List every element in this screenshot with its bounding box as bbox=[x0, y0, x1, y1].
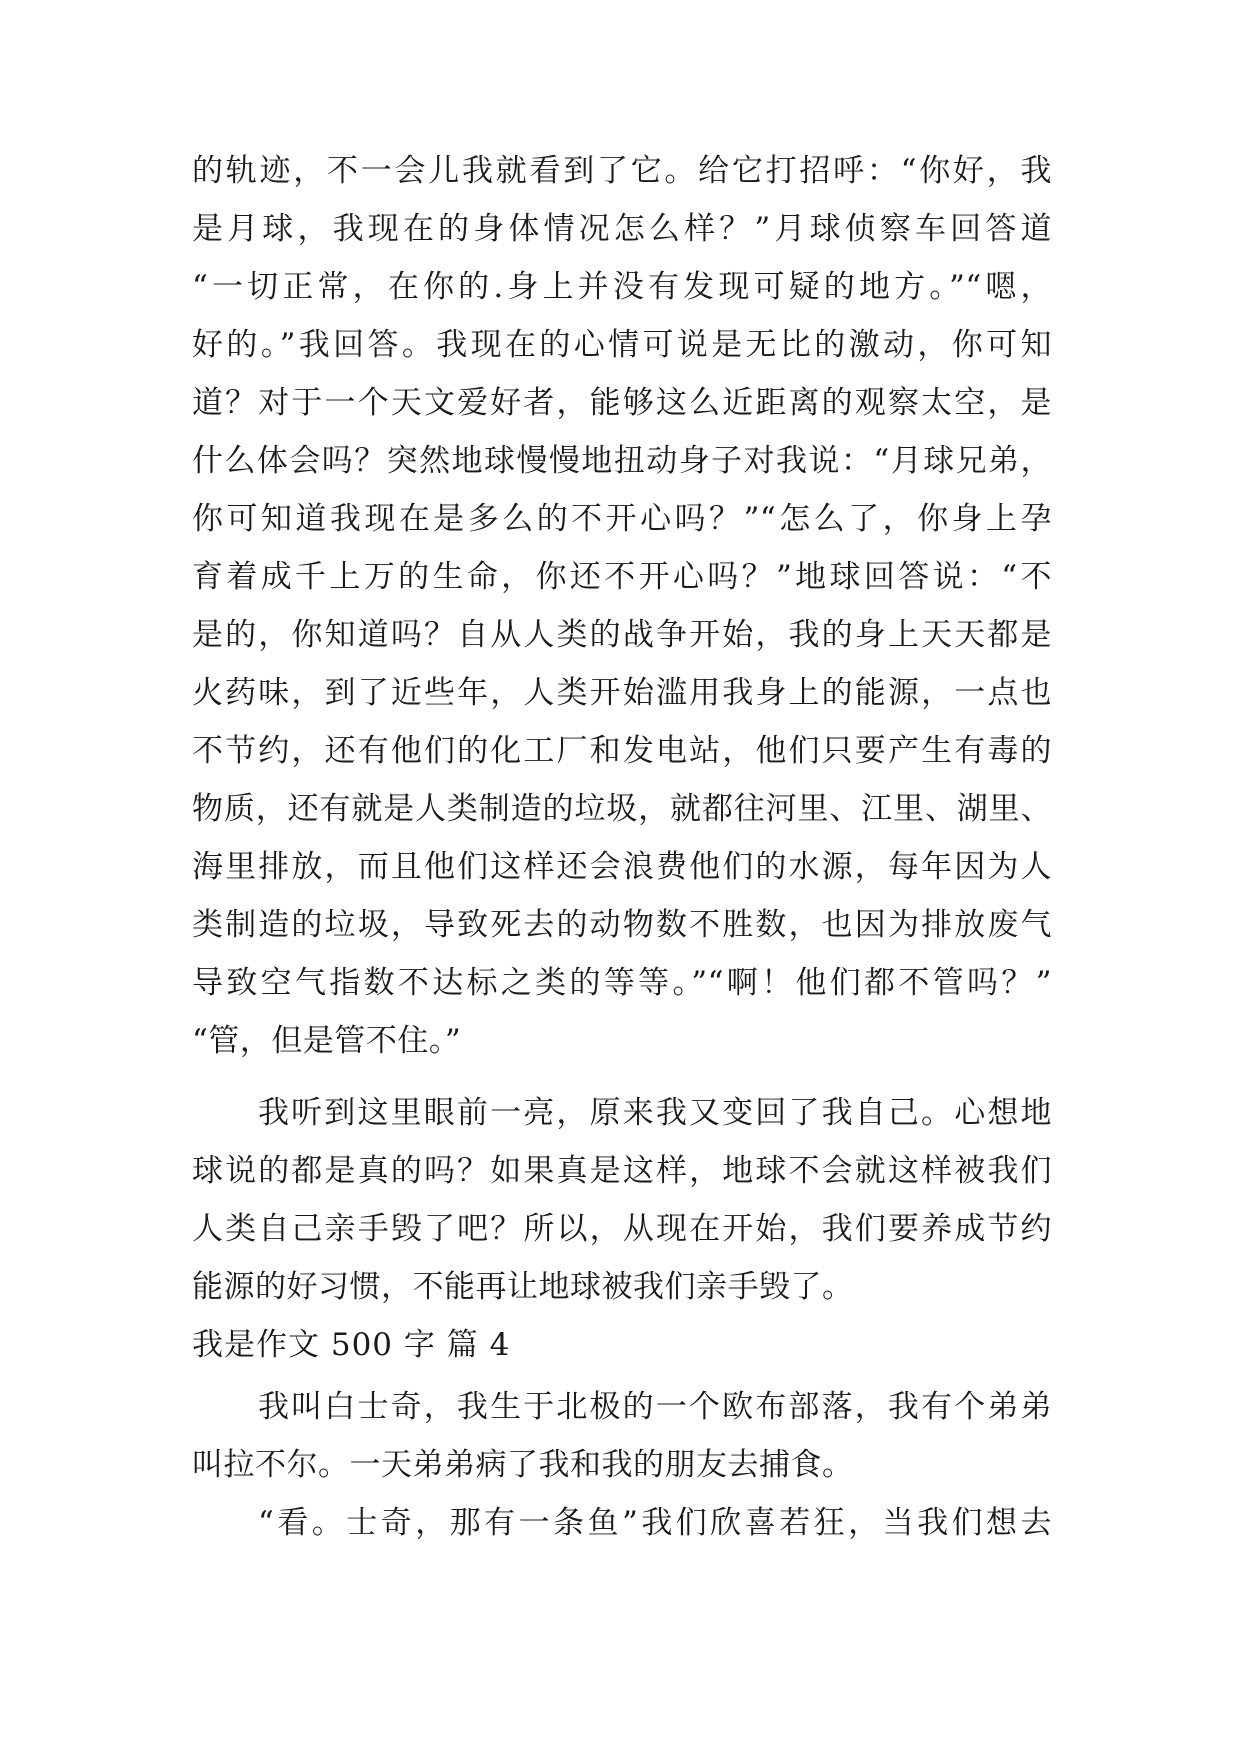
paragraph-line: 育着成千上万的生命，你还不开心吗？”地球回答说：“不 bbox=[192, 559, 1052, 595]
section-heading: 我是作文 500 字 篇 4 bbox=[192, 1327, 511, 1363]
paragraph-line: “看。士奇，那有一条鱼”我们欣喜若狂，当我们想去 bbox=[258, 1505, 1052, 1541]
paragraph-line: 是月球，我现在的身体情况怎么样？”月球侦察车回答道 bbox=[192, 211, 1052, 247]
paragraph-line: 导致空气指数不达标之类的等等。”“啊！他们都不管吗？” bbox=[192, 965, 1052, 1001]
paragraph-line: 你可知道我现在是多么的不开心吗？”“怎么了，你身上孕 bbox=[192, 501, 1052, 537]
paragraph-line: 我听到这里眼前一亮，原来我又变回了我自己。心想地 bbox=[258, 1095, 1052, 1131]
paragraph-line: 物质，还有就是人类制造的垃圾，就都往河里、江里、湖里、 bbox=[192, 791, 1052, 827]
paragraph-line: 是的，你知道吗？自从人类的战争开始，我的身上天天都是 bbox=[192, 617, 1052, 653]
paragraph-line: 火药味，到了近些年，人类开始滥用我身上的能源，一点也 bbox=[192, 675, 1052, 711]
paragraph-line: 海里排放，而且他们这样还会浪费他们的水源，每年因为人 bbox=[192, 849, 1052, 885]
paragraph-line: 球说的都是真的吗？如果真是这样，地球不会就这样被我们 bbox=[192, 1153, 1052, 1189]
paragraph-line: “管，但是管不住。” bbox=[192, 1023, 462, 1059]
paragraph-line: 的轨迹，不一会儿我就看到了它。给它打招呼：“你好，我 bbox=[192, 153, 1052, 189]
paragraph-line: 什么体会吗？突然地球慢慢地扭动身子对我说：“月球兄弟， bbox=[192, 443, 1052, 479]
paragraph-line: 我叫白士奇，我生于北极的一个欧布部落，我有个弟弟 bbox=[258, 1389, 1052, 1425]
paragraph-line: 叫拉不尔。一天弟弟病了我和我的朋友去捕食。 bbox=[192, 1447, 854, 1483]
paragraph-line: 类制造的垃圾，导致死去的动物数不胜数，也因为排放废气 bbox=[192, 907, 1052, 943]
paragraph-line: 不节约，还有他们的化工厂和发电站，他们只要产生有毒的 bbox=[192, 733, 1052, 769]
paragraph-line: “一切正常，在你的.身上并没有发现可疑的地方。”“嗯， bbox=[192, 269, 1052, 305]
paragraph-line: 好的。”我回答。我现在的心情可说是无比的激动，你可知 bbox=[192, 327, 1052, 363]
paragraph-line: 能源的好习惯，不能再让地球被我们亲手毁了。 bbox=[192, 1269, 854, 1305]
paragraph-line: 道？对于一个天文爱好者，能够这么近距离的观察太空，是 bbox=[192, 385, 1052, 421]
paragraph-line: 人类自己亲手毁了吧？所以，从现在开始，我们要养成节约 bbox=[192, 1211, 1052, 1247]
